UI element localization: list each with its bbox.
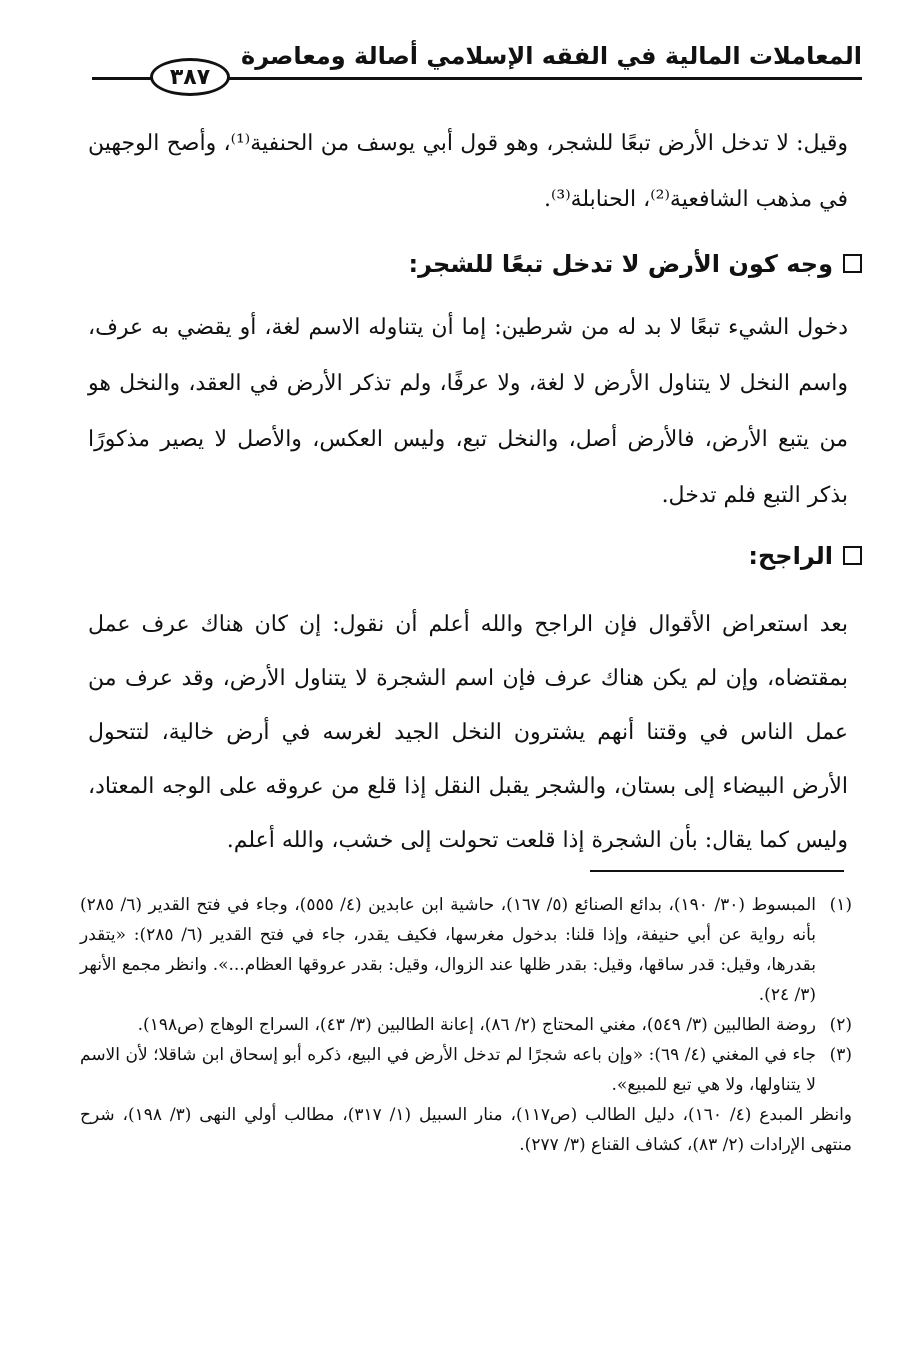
- section-heading-preferred: [102, 536, 862, 576]
- square-bullet-icon: [843, 546, 862, 565]
- footnote-text: روضة الطالبين (٣/ ٥٤٩)، مغني المحتاج (٢/ ٨٦)، إعانة الطالبين (٣/ ٤٣)، السراج الوهاج (ص١٩٨).: [137, 1015, 816, 1035]
- paragraph-preferred: [88, 598, 848, 868]
- paragraph-reason: [88, 300, 848, 524]
- footnote-2: [80, 1010, 852, 1040]
- footnote-3-continuation: وانظر المبدع (٤/ ١٦٠)، دليل الطالب (ص١١٧)، منار السبيل (١/ ٣١٧)، مطالب أولي النهى (٣/ ١٩٨)، شرح منتهى الإرادات (٢/ ٨٣)، كشاف القناع (٣/ ٢٧٧).: [80, 1105, 853, 1155]
- footnote-text: المبسوط (٣٠/ ١٩٠)، بدائع الصنائع (٥/ ١٦٧)، حاشية ابن عابدين (٤/ ٥٥٥)، وجاء في فتح القدير (٦/ ٢٨٥) بأنه رواية عن أبي حنيفة، وإذا قلنا: بدخول مغرسها، فكيف يقدر، جاء في فتح القدير (٦/ ٢٨٥): «يتقدر بقدرها، وقيل: قدر ساقها، وقيل: بقدر ظلها عند الزوال، وقيل: بقدر عروقها العظام...». وانظر مجمع الأنهر (٣/ ٢٤).: [80, 895, 816, 1005]
- paragraph-opinion: [88, 116, 848, 228]
- square-bullet-icon: [843, 254, 862, 273]
- footnote-number: (٢): [829, 1015, 852, 1035]
- footnotes: [80, 890, 852, 1160]
- paragraph-text: بعد استعراض الأقوال فإن الراجح والله أعلم أن نقول: إن كان هناك عرف عمل بمقتضاه، وإن لم يكن هناك عرف فإن اسم الشجرة لا يتناول الأرض، وقد عرف من عمل الناس في وقتنا أنهم يشترون النخل الجيد لغرسه في أرض خالية، لتتحول الأرض البيضاء إلى بستان، والشجر يقبل النقل إذا قلع من عروقه على الوجه المعتاد، وليس كما يقال: بأن الشجرة إذا قلعت تحولت إلى خشب، والله أعلم.: [88, 612, 848, 853]
- heading-text: وجه كون الأرض لا تدخل تبعًا للشجر:: [408, 250, 833, 278]
- heading-text: الراجح:: [748, 542, 833, 570]
- footnote-1: [80, 890, 852, 1010]
- paragraph-text: وقيل: لا تدخل الأرض تبعًا للشجر، وهو قول أبي يوسف من الحنفية⁽¹⁾، وأصح الوجهين في مذهب الشافعية⁽²⁾، الحنابلة⁽³⁾.: [88, 131, 848, 212]
- footnote-text: جاء في المغني (٤/ ٦٩): «وإن باعه شجرًا لم تدخل الأرض في البيع، ذكره أبو إسحاق ابن شاقلا؛ لأن الاسم لا يتناولها، ولا هي تبع للمبيع».: [80, 1045, 816, 1095]
- page-number: ٣٨٧: [150, 58, 230, 96]
- footnote-rule: [590, 870, 844, 872]
- footnote-number: (١): [829, 895, 852, 915]
- section-heading-reason: [102, 244, 862, 284]
- footnote-number: (٣): [829, 1045, 852, 1065]
- paragraph-text: دخول الشيء تبعًا لا بد له من شرطين: إما أن يتناوله الاسم لغة، أو يقضي به عرف، واسم النخل لا يتناول الأرض لا لغة، ولا عرفًا، ولم تذكر الأرض في العقد، والنخل هو من يتبع الأرض، فالأرض أصل، والنخل تبع، وليس العكس، والأصل لا يصير مذكورًا بذكر التبع فلم تدخل.: [88, 315, 848, 508]
- footnote-3: [80, 1040, 852, 1100]
- running-header-title: المعاملات المالية في الفقه الإسلامي أصالة ومعاصرة: [241, 42, 862, 70]
